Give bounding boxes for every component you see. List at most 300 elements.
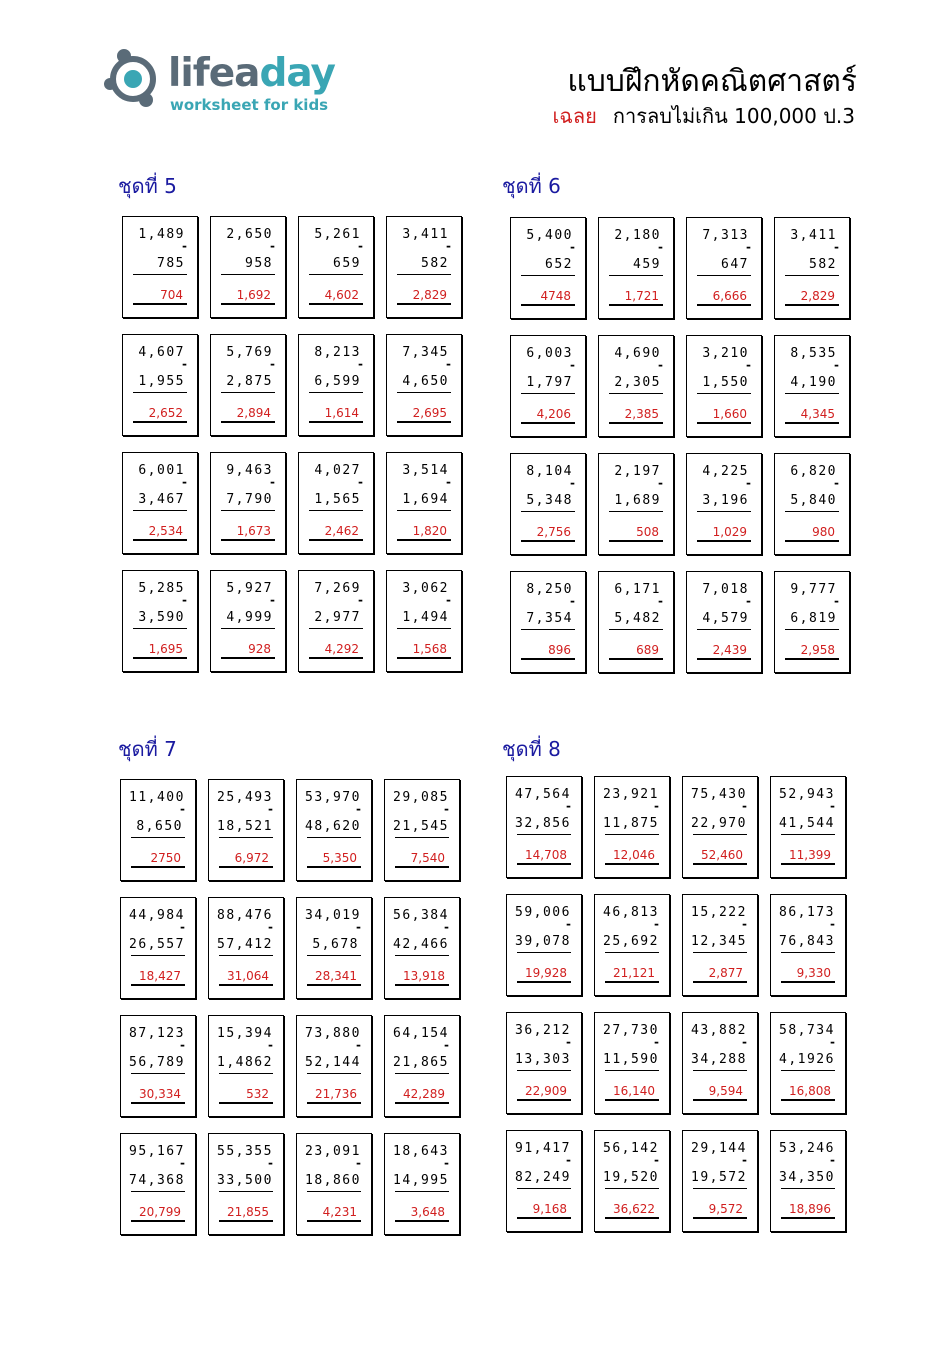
minus-sign: - xyxy=(356,1156,361,1170)
rule-line xyxy=(221,510,275,511)
problem-card xyxy=(598,571,674,673)
rule-line xyxy=(781,1188,835,1189)
minuend: 44,984 xyxy=(129,908,185,923)
minus-sign: - xyxy=(570,358,575,372)
minus-sign: - xyxy=(834,240,839,254)
minus-sign: - xyxy=(566,917,571,931)
answer-underline xyxy=(133,657,187,659)
problem-card xyxy=(208,1133,284,1235)
answer-key-label: เฉลย xyxy=(552,104,597,128)
minus-sign: - xyxy=(180,1038,185,1052)
minuend: 15,394 xyxy=(217,1026,273,1041)
rule-line xyxy=(131,837,185,838)
problem-card xyxy=(510,335,586,437)
minuend: 27,730 xyxy=(603,1023,659,1038)
minuend: 64,154 xyxy=(393,1026,449,1041)
minus-sign: - xyxy=(444,920,449,934)
answer: 18,427 xyxy=(139,969,181,983)
page-subtitle xyxy=(552,100,855,132)
logo-molecule-icon xyxy=(102,48,164,110)
answer: 21,736 xyxy=(315,1087,357,1101)
problem-card xyxy=(506,776,582,878)
rule-line xyxy=(609,275,663,276)
answer: 689 xyxy=(636,643,659,657)
answer: 1,673 xyxy=(236,524,271,538)
answer: 4,206 xyxy=(536,407,571,421)
rule-line xyxy=(517,1070,571,1071)
minus-sign: - xyxy=(746,476,751,490)
problem-card xyxy=(598,217,674,319)
answer: 14,708 xyxy=(525,848,567,862)
logo-wordmark: lifeaday xyxy=(168,51,335,96)
minus-sign: - xyxy=(834,476,839,490)
answer: 18,896 xyxy=(789,1202,831,1216)
minuend: 8,535 xyxy=(790,346,837,361)
problem-card xyxy=(122,216,198,318)
minus-sign: - xyxy=(444,1156,449,1170)
problem-card xyxy=(686,453,762,555)
subtrahend: 5,678 xyxy=(312,937,359,952)
minus-sign: - xyxy=(570,476,575,490)
minuend: 29,085 xyxy=(393,790,449,805)
rule-line xyxy=(307,1191,361,1192)
rule-line xyxy=(219,1073,273,1074)
minuend: 4,225 xyxy=(702,464,749,479)
minuend: 5,769 xyxy=(226,345,273,360)
minus-sign: - xyxy=(654,799,659,813)
problem-card xyxy=(386,334,462,436)
rule-line xyxy=(521,393,575,394)
answer: 4,292 xyxy=(324,642,359,656)
subtrahend: 1,689 xyxy=(614,493,661,508)
subtrahend: 2,875 xyxy=(226,374,273,389)
minuend: 75,430 xyxy=(691,787,747,802)
subtrahend: 1,4862 xyxy=(217,1055,273,1070)
set-title-6: ชุดที่ 6 xyxy=(502,174,561,198)
answer: 2750 xyxy=(150,851,181,865)
rule-line xyxy=(397,510,451,511)
minus-sign: - xyxy=(570,594,575,608)
problem-card xyxy=(770,776,846,878)
minuend: 53,970 xyxy=(305,790,361,805)
answer-underline xyxy=(219,984,273,986)
minus-sign: - xyxy=(182,475,187,489)
answer-underline xyxy=(309,539,363,541)
rule-line xyxy=(307,1073,361,1074)
rule-line xyxy=(219,1191,273,1192)
minuend: 4,027 xyxy=(314,463,361,478)
problem-card xyxy=(686,335,762,437)
answer-underline xyxy=(307,1220,361,1222)
subtrahend: 2,305 xyxy=(614,375,661,390)
minus-sign: - xyxy=(270,475,275,489)
answer-underline xyxy=(219,866,273,868)
answer: 2,958 xyxy=(800,643,835,657)
subtrahend: 48,620 xyxy=(305,819,361,834)
minus-sign: - xyxy=(268,802,273,816)
minuend: 5,927 xyxy=(226,581,273,596)
problem-card xyxy=(296,1133,372,1235)
answer-underline xyxy=(131,866,185,868)
minuend: 55,355 xyxy=(217,1144,273,1159)
answer-underline xyxy=(521,304,575,306)
minuend: 56,384 xyxy=(393,908,449,923)
answer-underline xyxy=(517,863,571,865)
subtrahend: 785 xyxy=(157,256,185,271)
minus-sign: - xyxy=(356,920,361,934)
rule-line xyxy=(221,392,275,393)
minus-sign: - xyxy=(658,594,663,608)
problem-card xyxy=(298,334,374,436)
minuend: 43,882 xyxy=(691,1023,747,1038)
problem-card xyxy=(122,452,198,554)
minuend: 7,269 xyxy=(314,581,361,596)
subtrahend: 582 xyxy=(421,256,449,271)
problem-card xyxy=(686,217,762,319)
answer-underline xyxy=(131,984,185,986)
subtrahend: 26,557 xyxy=(129,937,185,952)
problem-card xyxy=(296,779,372,881)
answer-underline xyxy=(605,981,659,983)
minuend: 34,019 xyxy=(305,908,361,923)
minuend: 47,564 xyxy=(515,787,571,802)
answer: 1,695 xyxy=(148,642,183,656)
rule-line xyxy=(395,1073,449,1074)
subtrahend: 56,789 xyxy=(129,1055,185,1070)
answer-underline xyxy=(609,658,663,660)
subtrahend: 41,544 xyxy=(779,816,835,831)
minus-sign: - xyxy=(446,593,451,607)
rule-line xyxy=(131,1073,185,1074)
problem-card xyxy=(510,571,586,673)
subtrahend: 34,288 xyxy=(691,1052,747,1067)
rule-line xyxy=(133,510,187,511)
answer-underline xyxy=(397,303,451,305)
answer-underline xyxy=(309,421,363,423)
minuend: 7,345 xyxy=(402,345,449,360)
minus-sign: - xyxy=(446,239,451,253)
minus-sign: - xyxy=(356,802,361,816)
logo-tagline: worksheet for kids xyxy=(170,96,329,114)
subtrahend: 18,860 xyxy=(305,1173,361,1188)
subtrahend: 21,545 xyxy=(393,819,449,834)
minuend: 7,018 xyxy=(702,582,749,597)
problem-card xyxy=(210,216,286,318)
minus-sign: - xyxy=(180,920,185,934)
answer: 20,799 xyxy=(139,1205,181,1219)
rule-line xyxy=(781,952,835,953)
subtrahend: 4,1926 xyxy=(779,1052,835,1067)
minus-sign: - xyxy=(830,799,835,813)
minuend: 8,104 xyxy=(526,464,573,479)
minus-sign: - xyxy=(834,594,839,608)
rule-line xyxy=(307,837,361,838)
problem-card xyxy=(384,779,460,881)
problem-card xyxy=(120,897,196,999)
problem-card xyxy=(386,570,462,672)
rule-line xyxy=(131,955,185,956)
answer: 2,756 xyxy=(536,525,571,539)
problem-card xyxy=(506,1130,582,1232)
minuend: 52,943 xyxy=(779,787,835,802)
minus-sign: - xyxy=(658,240,663,254)
minus-sign: - xyxy=(268,1156,273,1170)
subtrahend: 13,303 xyxy=(515,1052,571,1067)
minuend: 59,006 xyxy=(515,905,571,920)
answer-underline xyxy=(131,1102,185,1104)
subtrahend: 7,790 xyxy=(226,492,273,507)
answer-underline xyxy=(219,1220,273,1222)
answer-underline xyxy=(397,421,451,423)
minus-sign: - xyxy=(358,475,363,489)
subtrahend: 76,843 xyxy=(779,934,835,949)
subtrahend: 5,348 xyxy=(526,493,573,508)
problem-card xyxy=(298,570,374,672)
answer-underline xyxy=(785,658,839,660)
rule-line xyxy=(395,1191,449,1192)
minuend: 87,123 xyxy=(129,1026,185,1041)
problem-card xyxy=(208,897,284,999)
answer: 9,572 xyxy=(708,1202,743,1216)
rule-line xyxy=(521,275,575,276)
rule-line xyxy=(221,628,275,629)
problem-grid-set-5 xyxy=(122,216,462,672)
rule-line xyxy=(609,511,663,512)
answer: 21,121 xyxy=(613,966,655,980)
answer-underline xyxy=(133,421,187,423)
problem-card xyxy=(210,334,286,436)
minuend: 86,173 xyxy=(779,905,835,920)
rule-line xyxy=(693,834,747,835)
answer: 31,064 xyxy=(227,969,269,983)
answer: 11,399 xyxy=(789,848,831,862)
problem-card xyxy=(770,1012,846,1114)
subtrahend: 1,550 xyxy=(702,375,749,390)
answer: 2,534 xyxy=(148,524,183,538)
minus-sign: - xyxy=(356,1038,361,1052)
answer: 6,666 xyxy=(712,289,747,303)
answer-underline xyxy=(609,422,663,424)
rule-line xyxy=(397,392,451,393)
answer: 28,341 xyxy=(315,969,357,983)
answer: 42,289 xyxy=(403,1087,445,1101)
answer-underline xyxy=(697,422,751,424)
problem-card xyxy=(384,1133,460,1235)
minus-sign: - xyxy=(742,799,747,813)
answer-underline xyxy=(219,1102,273,1104)
rule-line xyxy=(605,1070,659,1071)
answer: 2,439 xyxy=(712,643,747,657)
answer: 1,614 xyxy=(324,406,359,420)
minuend: 53,246 xyxy=(779,1141,835,1156)
answer-underline xyxy=(517,981,571,983)
answer-underline xyxy=(395,866,449,868)
answer: 22,909 xyxy=(525,1084,567,1098)
problem-card xyxy=(210,570,286,672)
subtrahend: 1,797 xyxy=(526,375,573,390)
rule-line xyxy=(785,511,839,512)
minuend: 3,210 xyxy=(702,346,749,361)
minus-sign: - xyxy=(358,357,363,371)
problem-card xyxy=(386,216,462,318)
subtrahend: 18,521 xyxy=(217,819,273,834)
problem-card xyxy=(298,216,374,318)
minus-sign: - xyxy=(830,917,835,931)
subtrahend: 3,467 xyxy=(138,492,185,507)
minuend: 23,091 xyxy=(305,1144,361,1159)
answer-underline xyxy=(785,304,839,306)
answer: 2,877 xyxy=(708,966,743,980)
answer: 30,334 xyxy=(139,1087,181,1101)
answer: 13,918 xyxy=(403,969,445,983)
problem-card xyxy=(386,452,462,554)
minuend: 4,690 xyxy=(614,346,661,361)
answer-underline xyxy=(693,863,747,865)
answer-underline xyxy=(307,866,361,868)
answer: 1,692 xyxy=(236,288,271,302)
answer: 9,594 xyxy=(708,1084,743,1098)
answer: 896 xyxy=(548,643,571,657)
minus-sign: - xyxy=(654,1153,659,1167)
answer-underline xyxy=(521,540,575,542)
minus-sign: - xyxy=(746,358,751,372)
rule-line xyxy=(781,1070,835,1071)
minuend: 95,167 xyxy=(129,1144,185,1159)
answer-underline xyxy=(605,1217,659,1219)
answer: 928 xyxy=(248,642,271,656)
subtrahend: 1,494 xyxy=(402,610,449,625)
minuend: 7,313 xyxy=(702,228,749,243)
answer: 2,829 xyxy=(412,288,447,302)
problem-card xyxy=(686,571,762,673)
minuend: 3,514 xyxy=(402,463,449,478)
problem-grid-set-6 xyxy=(510,217,850,673)
problem-grid-set-8 xyxy=(506,776,846,1232)
problem-card xyxy=(296,1015,372,1117)
answer-underline xyxy=(133,539,187,541)
minus-sign: - xyxy=(658,358,663,372)
rule-line xyxy=(395,955,449,956)
subtrahend: 659 xyxy=(333,256,361,271)
subtrahend: 7,354 xyxy=(526,611,573,626)
problem-card xyxy=(770,1130,846,1232)
answer: 36,622 xyxy=(613,1202,655,1216)
minus-sign: - xyxy=(182,593,187,607)
answer-underline xyxy=(517,1099,571,1101)
problem-card xyxy=(120,779,196,881)
rule-line xyxy=(517,1188,571,1189)
answer: 2,462 xyxy=(324,524,359,538)
subtrahend: 32,856 xyxy=(515,816,571,831)
minus-sign: - xyxy=(654,917,659,931)
subtrahend: 57,412 xyxy=(217,937,273,952)
problem-card xyxy=(770,894,846,996)
answer-underline xyxy=(521,422,575,424)
answer: 4,602 xyxy=(324,288,359,302)
minus-sign: - xyxy=(742,1153,747,1167)
subtrahend: 3,196 xyxy=(702,493,749,508)
rule-line xyxy=(605,834,659,835)
problem-card xyxy=(384,897,460,999)
minuend: 56,142 xyxy=(603,1141,659,1156)
answer-underline xyxy=(221,421,275,423)
minuend: 11,400 xyxy=(129,790,185,805)
minus-sign: - xyxy=(742,1035,747,1049)
answer-underline xyxy=(609,304,663,306)
answer: 4,231 xyxy=(322,1205,357,1219)
subtrahend: 459 xyxy=(633,257,661,272)
subtrahend: 12,345 xyxy=(691,934,747,949)
answer-underline xyxy=(309,303,363,305)
problem-card xyxy=(594,894,670,996)
subtrahend: 2,977 xyxy=(314,610,361,625)
problem-card xyxy=(682,1012,758,1114)
minuend: 25,493 xyxy=(217,790,273,805)
minus-sign: - xyxy=(566,1035,571,1049)
problem-card xyxy=(510,217,586,319)
minus-sign: - xyxy=(658,476,663,490)
answer: 21,855 xyxy=(227,1205,269,1219)
subtrahend: 19,520 xyxy=(603,1170,659,1185)
minus-sign: - xyxy=(830,1153,835,1167)
rule-line xyxy=(395,837,449,838)
problem-card xyxy=(122,334,198,436)
problem-card xyxy=(774,453,850,555)
answer-underline xyxy=(131,1220,185,1222)
minuend: 6,003 xyxy=(526,346,573,361)
subtrahend: 5,840 xyxy=(790,493,837,508)
subtrahend: 21,865 xyxy=(393,1055,449,1070)
minus-sign: - xyxy=(654,1035,659,1049)
rule-line xyxy=(521,511,575,512)
subtrahend: 25,692 xyxy=(603,934,659,949)
minus-sign: - xyxy=(746,240,751,254)
subtitle-text: การลบไม่เกิน 100,000 ป.3 xyxy=(612,104,855,128)
rule-line xyxy=(307,955,361,956)
answer-underline xyxy=(781,981,835,983)
minuend: 15,222 xyxy=(691,905,747,920)
answer: 19,928 xyxy=(525,966,567,980)
answer: 2,695 xyxy=(412,406,447,420)
answer-underline xyxy=(781,1217,835,1219)
subtrahend: 647 xyxy=(721,257,749,272)
answer: 9,168 xyxy=(532,1202,567,1216)
subtrahend: 22,970 xyxy=(691,816,747,831)
rule-line xyxy=(397,274,451,275)
problem-card xyxy=(384,1015,460,1117)
problem-card xyxy=(682,894,758,996)
subtrahend: 6,819 xyxy=(790,611,837,626)
answer: 1,029 xyxy=(712,525,747,539)
rule-line xyxy=(697,511,751,512)
minuend: 5,261 xyxy=(314,227,361,242)
rule-line xyxy=(521,629,575,630)
answer: 532 xyxy=(246,1087,269,1101)
rule-line xyxy=(309,392,363,393)
problem-card xyxy=(594,1130,670,1232)
answer: 3,648 xyxy=(410,1205,445,1219)
subtrahend: 652 xyxy=(545,257,573,272)
answer-underline xyxy=(221,657,275,659)
answer-underline xyxy=(781,863,835,865)
rule-line xyxy=(609,629,663,630)
minus-sign: - xyxy=(444,1038,449,1052)
rule-line xyxy=(697,629,751,630)
answer-underline xyxy=(693,1217,747,1219)
answer-underline xyxy=(397,657,451,659)
answer-underline xyxy=(693,981,747,983)
subtrahend: 42,466 xyxy=(393,937,449,952)
